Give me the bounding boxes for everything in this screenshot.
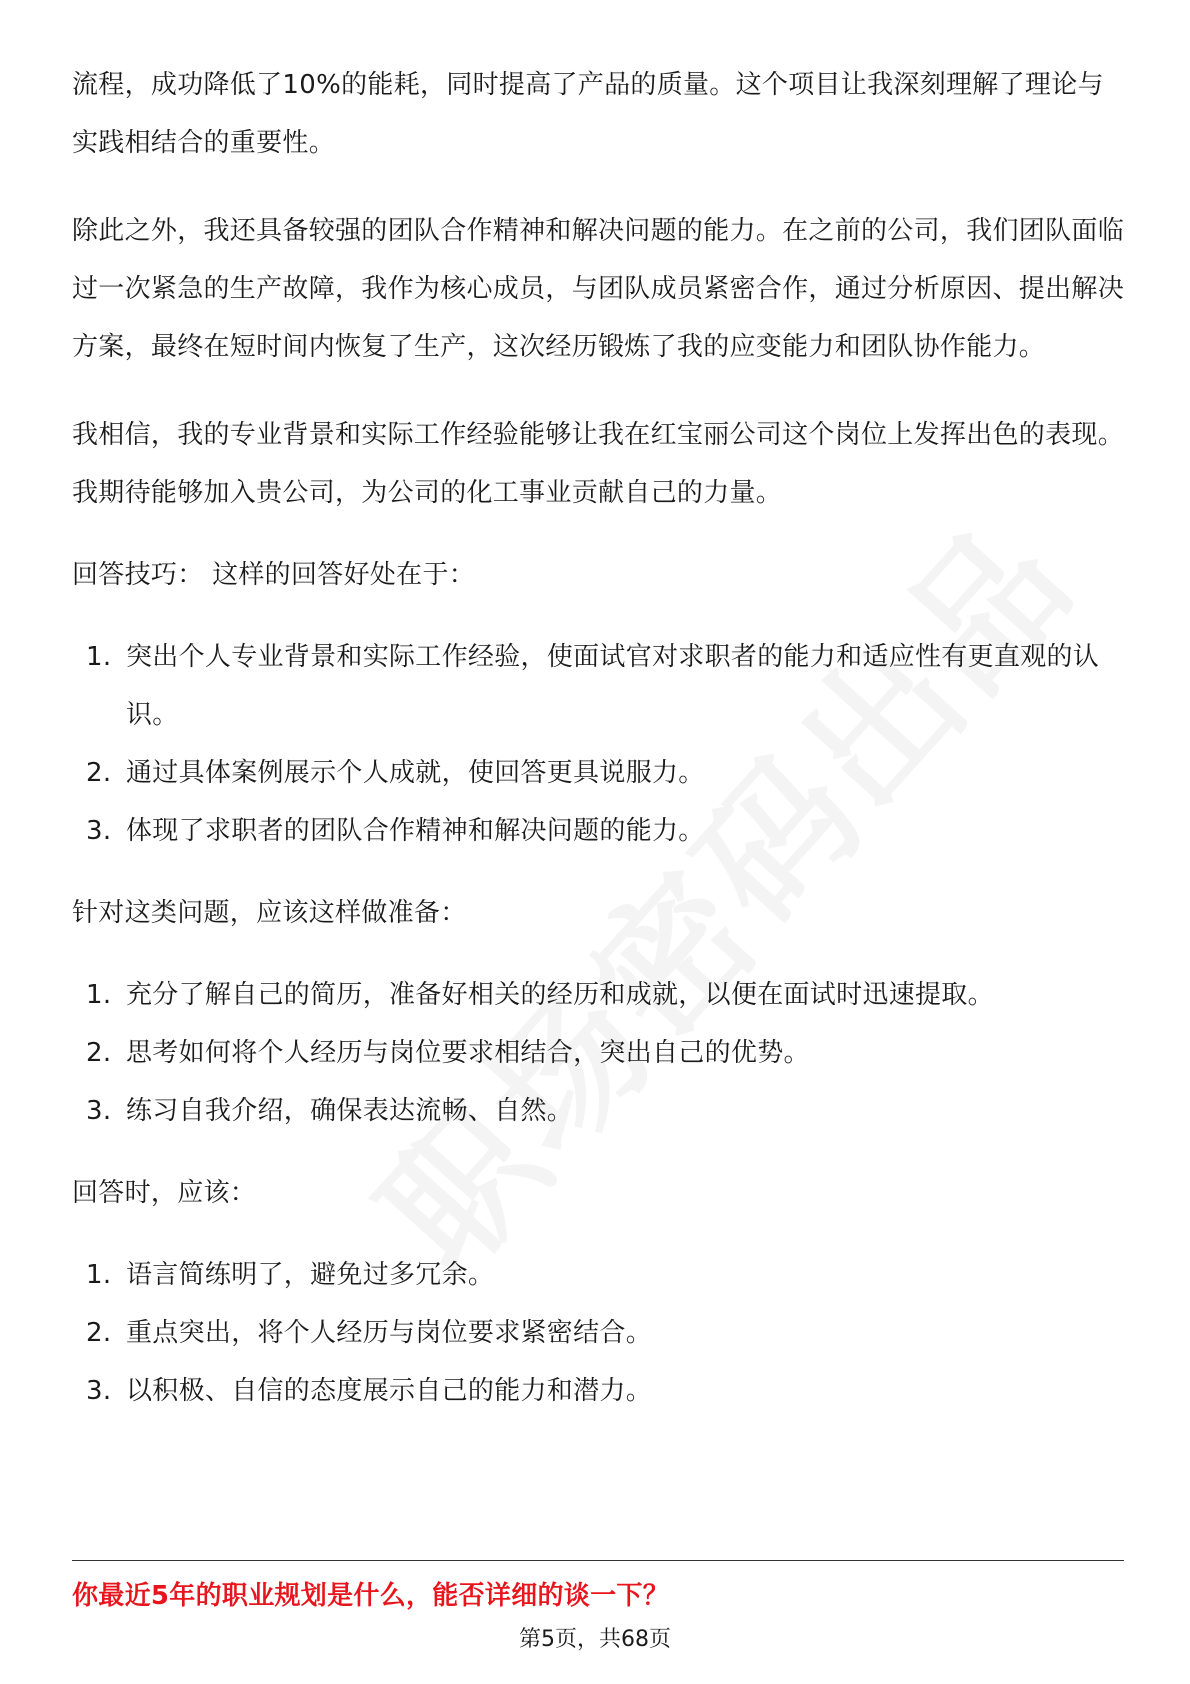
list-item — [72, 744, 1124, 802]
list-number: 1. — [86, 1260, 112, 1290]
prepare-heading: 针对这类问题，应该这样做准备： — [72, 898, 467, 928]
list-number: 2. — [86, 1038, 112, 1068]
list-number: 3. — [86, 1096, 112, 1126]
answer-list — [72, 1246, 1124, 1420]
list-text: 思考如何将个人经历与岗位要求相结合，突出自己的优势。 — [126, 1038, 810, 1068]
list-item — [72, 1304, 1124, 1362]
answer-heading: 回答时，应该： — [72, 1178, 257, 1208]
list-number: 2. — [86, 1318, 112, 1348]
list-item — [72, 1362, 1124, 1420]
page-number: 第5页，共68页 — [519, 1627, 671, 1652]
list-item — [72, 628, 1124, 744]
list-text: 充分了解自己的简历，准备好相关的经历和成就，以便在面试时迅速提取。 — [126, 980, 994, 1010]
list-text: 练习自我介绍，确保表达流畅、自然。 — [126, 1096, 574, 1126]
list-item — [72, 1024, 1124, 1082]
list-text: 体现了求职者的团队合作精神和解决问题的能力。 — [126, 816, 705, 846]
list-number: 1. — [86, 980, 112, 1010]
tips-heading: 回答技巧： 这样的回答好处在于： — [72, 560, 476, 590]
list-number: 3. — [86, 1376, 112, 1406]
list-text: 重点突出，将个人经历与岗位要求紧密结合。 — [126, 1318, 653, 1348]
prepare-list — [72, 966, 1124, 1140]
paragraph-teamwork: 除此之外，我还具备较强的团队合作精神和解决问题的能力。在之前的公司，我们团队面临过一次紧急的生产故障，我作为核心成员，与团队成员紧密合作，通过分析原因、提出解决方案，最终在短时间内恢复了生产，这次经历锻炼了我的应变能力和团队协作能力。 — [72, 216, 1125, 362]
paragraph-conclusion: 我相信，我的专业背景和实际工作经验能够让我在红宝丽公司这个岗位上发挥出色的表现。我期待能够加入贵公司，为公司的化工事业贡献自己的力量。 — [72, 420, 1125, 508]
list-number: 3. — [86, 816, 112, 846]
list-text: 以积极、自信的态度展示自己的能力和潜力。 — [126, 1376, 653, 1406]
page-content — [72, 56, 1124, 1420]
tips-list — [72, 628, 1124, 860]
list-number: 1. — [86, 642, 112, 672]
list-item — [72, 1082, 1124, 1140]
list-item — [72, 1246, 1124, 1304]
list-text: 语言简练明了，避免过多冗余。 — [126, 1260, 495, 1290]
list-text: 突出个人专业背景和实际工作经验，使面试官对求职者的能力和适应性有更直观的认识。 — [126, 642, 1100, 730]
paragraph-result: 流程，成功降低了10%的能耗，同时提高了产品的质量。这个项目让我深刻理解了理论与实践相结合的重要性。 — [72, 70, 1104, 158]
list-item — [72, 966, 1124, 1024]
list-item — [72, 802, 1124, 860]
section-divider — [72, 1560, 1124, 1561]
next-question-heading: 你最近5年的职业规划是什么，能否详细的谈一下？ — [72, 1581, 669, 1611]
list-number: 2. — [86, 758, 112, 788]
list-text: 通过具体案例展示个人成就，使回答更具说服力。 — [126, 758, 705, 788]
